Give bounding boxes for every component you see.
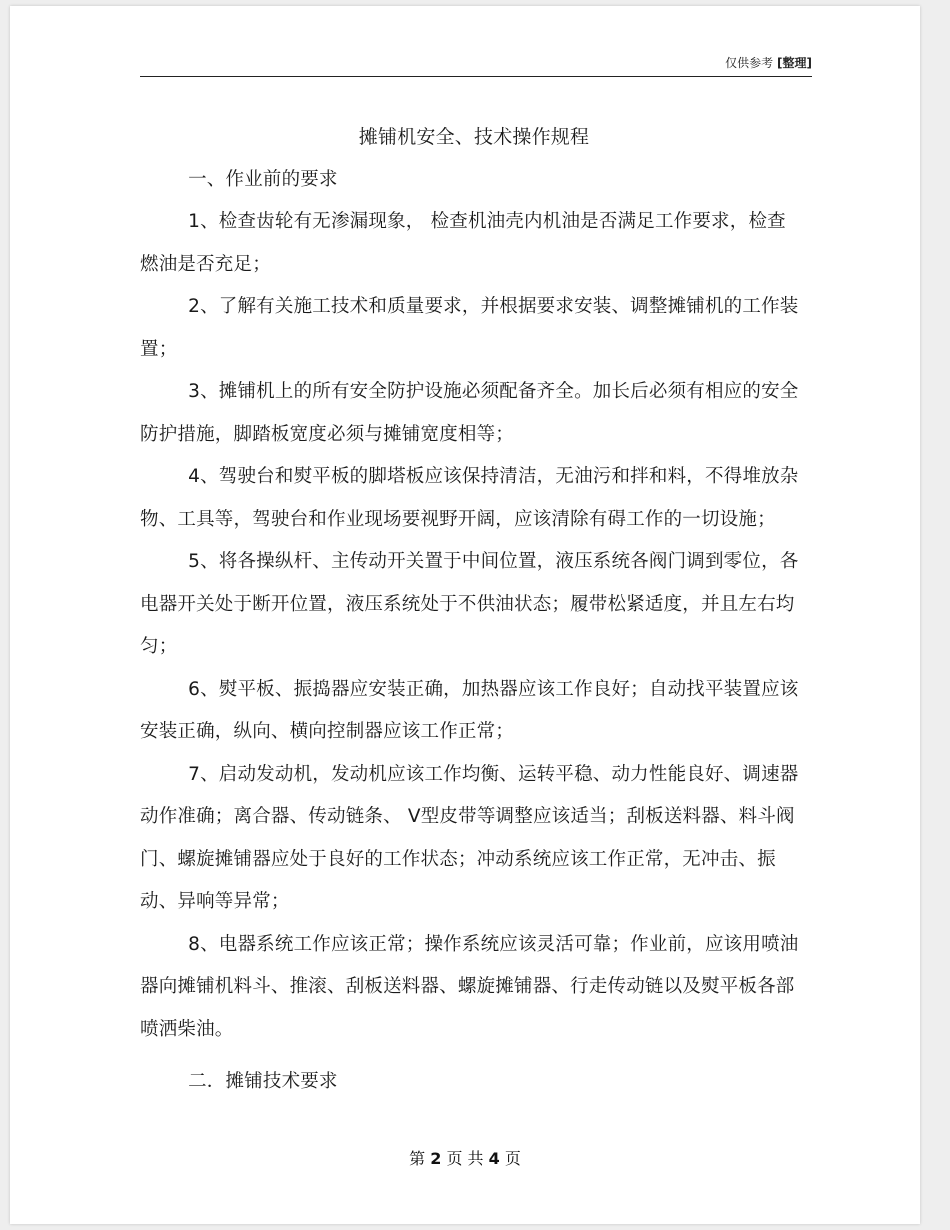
list-item: 7、启动发动机，发动机应该工作均衡、运转平稳、动力性能良好、调速器动作准确；离合器、传动链条、 V型皮带等调整应该适当；刮板送料器、料斗阀门、螺旋摊铺器应处于良好的工作状态；冲动系统应该工作正常，无冲击、振动、异响等异常； [140,763,799,912]
list-item: 4、驾驶台和熨平板的脚塔板应该保持清洁，无油污和拌和料，不得堆放杂物、工具等，驾驶台和作业现场要视野开阔，应该清除有碍工作的一切设施； [140,466,799,530]
list-item: 3、摊铺机上的所有安全防护设施必须配备齐全。加长后必须有相应的安全防护措施，脚踏板宽度必须与摊铺宽度相等； [140,381,799,445]
list-item: 6、熨平板、振捣器应安装正确，加热器应该工作良好；自动找平装置应该安装正确，纵向、横向控制器应该工作正常； [140,678,799,742]
document-page [10,6,920,1224]
header-tag: [整理] [777,56,812,70]
page-footer [10,1146,920,1169]
section-heading-1: 一、作业前的要求 [188,168,338,190]
document-body [140,116,800,1104]
footer-prefix: 第 [409,1149,426,1168]
document-title: 摊铺机安全、技术操作规程 [358,126,590,148]
page-header [140,54,812,71]
footer-total-pages: 4 [488,1149,500,1168]
list-item: 8、电器系统工作应该正常；操作系统应该灵活可靠；作业前，应该用喷油器向摊铺机料斗、推滚、刮板送料器、螺旋摊铺器、行走传动链以及熨平板各部喷洒柴油。 [140,933,799,1040]
header-text: 仅供参考 [725,56,774,70]
header-rule [140,76,812,77]
list-item: 5、将各操纵杆、主传动开关置于中间位置，液压系统各阀门调到零位，各电器开关处于断开位置，液压系统处于不供油状态；履带松紧适度，并且左右均匀； [140,551,799,657]
list-item: 1、检查齿轮有无渗漏现象， 检查机油壳内机油是否满足工作要求，检查燃油是否充足； [140,211,786,275]
section-heading-2: 二．摊铺技术要求 [188,1071,338,1092]
footer-page-number: 2 [430,1149,442,1168]
footer-mid: 页 共 [446,1149,484,1168]
list-item: 2、了解有关施工技术和质量要求，并根据要求安装、调整摊铺机的工作装置； [140,296,799,360]
footer-suffix: 页 [504,1149,521,1168]
